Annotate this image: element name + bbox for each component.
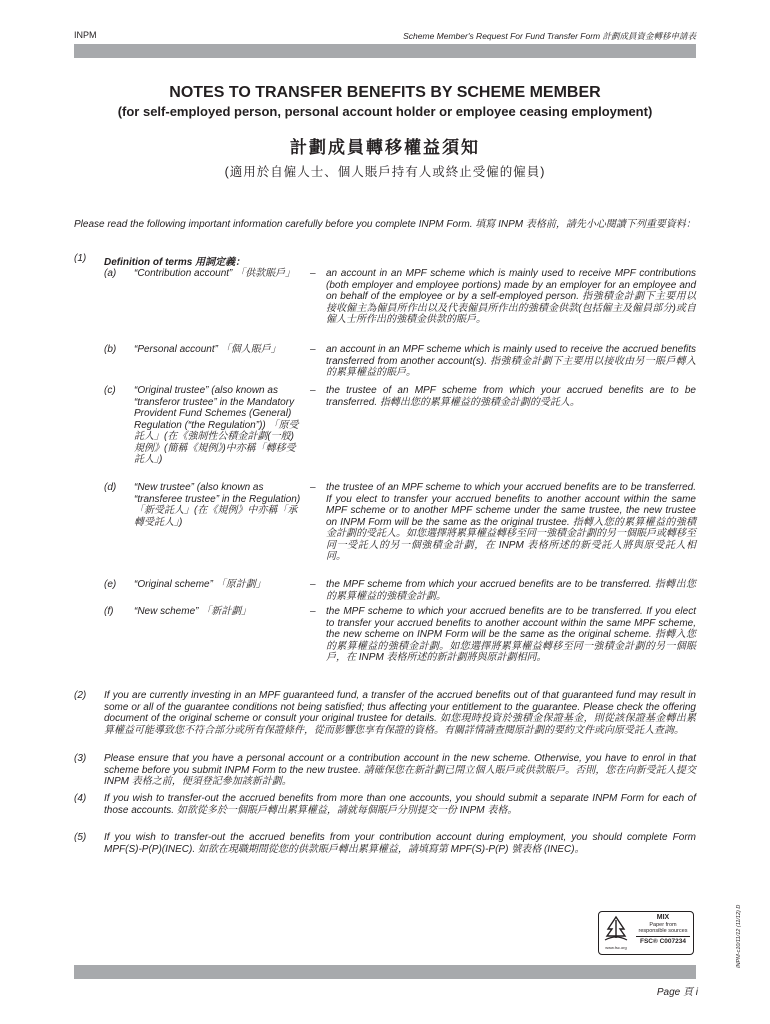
footer-bar (74, 965, 696, 979)
header-form-title: Scheme Member's Request For Fund Transfer Form 計劃成員資金轉移申請表 (403, 31, 696, 41)
intro-paragraph: Please read the following important information carefully before you complete INPM Form. 填寫 INPM 表格前，請先小心閱讀下列重要資料： (74, 219, 696, 230)
definition-label: (b) (104, 344, 117, 355)
note-text: If you wish to transfer-out the accrued benefits from your contribution account during employment, you should complete Form MPF(S)-P(P)(INEC). 如欲在現職期間從您的供款賬戶轉出累算權益，請填寫第 MPF(S)-P(P) 號表格 (INEC)。 (104, 832, 696, 855)
definition-meaning: an account in an MPF scheme which is mainly used to receive the accrued benefits transferred from another account(s). 指強積金計劃下主要用以接收由另一賬戶轉入的累算權益的賬戶。 (326, 344, 696, 378)
fsc-website: www.fsc.org (605, 945, 627, 950)
note-multiple-accounts (74, 793, 696, 816)
definition-dash: – (310, 482, 316, 493)
page-title-zh: 計劃成員轉移權益須知 (290, 138, 480, 157)
fsc-mix: MIX (656, 914, 670, 921)
definition-dash: – (310, 606, 316, 617)
definition-dash: – (310, 344, 316, 355)
note-number: (3) (74, 753, 87, 764)
definition-term: “New scheme” 「新計劃」 (134, 606, 252, 617)
note-text: If you are currently investing in an MPF guaranteed fund, a transfer of the accrued benefits out of that guaranteed fund may result in some or all of the guarantee conditions not being satisfied; thus affecting your entitlement to the guarantee. Please check the offering document of the original scheme or consult your original trustee for details. 如您現時投資於強積金保證基金，則從該保證基金轉出累算權益可能導致您不符合部分或所有保證條件，從而影響您享有保證的資格。有關詳情請查閱原計劃的要約文件或向原受託人查詢。 (104, 690, 696, 736)
note-number: (4) (74, 793, 87, 804)
note-number: (2) (74, 690, 87, 701)
definition-meaning: the MPF scheme from which your accrued benefits are to be transferred. 指轉出您的累算權益的強積金計劃。 (326, 579, 696, 602)
definition-label: (a) (104, 268, 117, 279)
definition-term: “New trustee” (also known as “transferee trustee” in the Regulation) 「新受託人」(在《規例》中亦稱「承轉受託人」) (134, 482, 301, 528)
fsc-text-block (633, 914, 693, 945)
definition-term: “Original scheme” 「原計劃」 (134, 579, 266, 590)
definition-term: “Personal account” 「個人賬戶」 (134, 344, 281, 355)
note-guaranteed-fund (74, 690, 696, 736)
side-form-code: INPM-c10/11/12 (11/12) D (736, 904, 742, 968)
fsc-logo (602, 914, 630, 952)
page-title-en: NOTES TO TRANSFER BENEFITS BY SCHEME MEMBER (169, 84, 601, 101)
definition-meaning: the trustee of an MPF scheme from which your accrued benefits are to be transferred. 指轉出您的累算權益的強積金計劃的受託人。 (326, 385, 696, 408)
definition-label: (e) (104, 579, 117, 590)
fsc-paper-line2: responsible sources (638, 928, 688, 934)
definition-meaning: the trustee of an MPF scheme to which your accrued benefits are to be transferred. If you elect to transfer your accrued benefits to another account within the same MPF scheme or to another MPF scheme under the same trustee, the new trustee on INPM Form will be the same as the original trustee. 指轉入您的累算權益的強積金計劃的受託人。如您選擇將累算權益轉移至同一強積金計劃的另一個賬戶或轉移至同一受託人的另一個強積金計劃，在 INPM 表格所述的新受託人將與原受託人相同。 (326, 482, 696, 562)
definition-term: “Contribution account” 「供款賬戶」 (134, 268, 296, 279)
definition-dash: – (310, 268, 316, 279)
note-text: If you wish to transfer-out the accrued benefits from more than one accounts, you should submit a separate INPM Form for each of those accounts. 如欲從多於一個賬戶轉出累算權益，請就每個賬戶分別提交一份 INPM 表格。 (104, 793, 696, 816)
definition-term: “Original trustee” (also known as “transferor trustee” in the Mandatory Provident Fund Schemes (General) Regulation (“the Regulation”)) 「原受託人」(在《強制性公積金計劃(一般)規例》(簡稱《規例》)中亦稱「轉移受託人」) (134, 385, 299, 465)
definition-dash: – (310, 385, 316, 396)
note-during-employment (74, 832, 696, 855)
note-number: (5) (74, 832, 87, 843)
definition-meaning: the MPF scheme to which your accrued benefits are to be transferred. If you elect to transfer your accrued benefits to another account within the same MPF scheme, the new scheme on INPM Form will be the same as the original scheme. 指轉入您的累算權益的強積金計劃。如您選擇將累算權益轉移至同一強積金計劃的另一個賬戶，在 INPM 表格所述的新計劃將與原計劃相同。 (326, 606, 696, 663)
fsc-certification-label (598, 911, 694, 955)
definitions-number: (1) (74, 253, 87, 264)
definition-label: (f) (104, 606, 114, 617)
header-bar (74, 44, 696, 58)
fsc-paper-line1: Paper from (649, 922, 677, 928)
fsc-code: FSC® C007234 (640, 938, 686, 945)
definition-dash: – (310, 579, 316, 590)
page-subtitle-en: (for self-employed person, personal account holder or employee ceasing employment) (117, 104, 653, 119)
note-account-requirement (74, 753, 696, 788)
page-subtitle-zh: (適用於自僱人士、個人賬戶持有人或終止受僱的僱員) (224, 165, 546, 179)
definitions-title: Definition of terms 用詞定義： (104, 257, 246, 268)
definition-label: (d) (104, 482, 117, 493)
fsc-tree-icon (602, 914, 630, 944)
note-text: Please ensure that you have a personal account or a contribution account in the new scheme. Otherwise, you have to enrol in that scheme before you submit INPM Form to the new trustee. 請確保您在新計劃已開立個人賬戶或供款賬戶。否則，您在向新受託人提交 INPM 表格之前，便須登記參加該新計劃。 (104, 753, 696, 787)
header-form-code: INPM (74, 30, 97, 40)
definition-label: (c) (104, 385, 116, 396)
fsc-divider (636, 936, 690, 937)
definition-meaning: an account in an MPF scheme which is mainly used to receive MPF contributions (both employer and employee portions) made by an employer for an employee and on behalf of the employee or by a self-employed person. 指強積金計劃下主要用以接收僱主為僱員所作出以及代表僱員所作出的強積金供款(包括僱主及僱員部分)或自僱人士所作出的強積金供款的賬戶。 (326, 268, 696, 325)
page-number: Page 頁 i (656, 987, 698, 998)
